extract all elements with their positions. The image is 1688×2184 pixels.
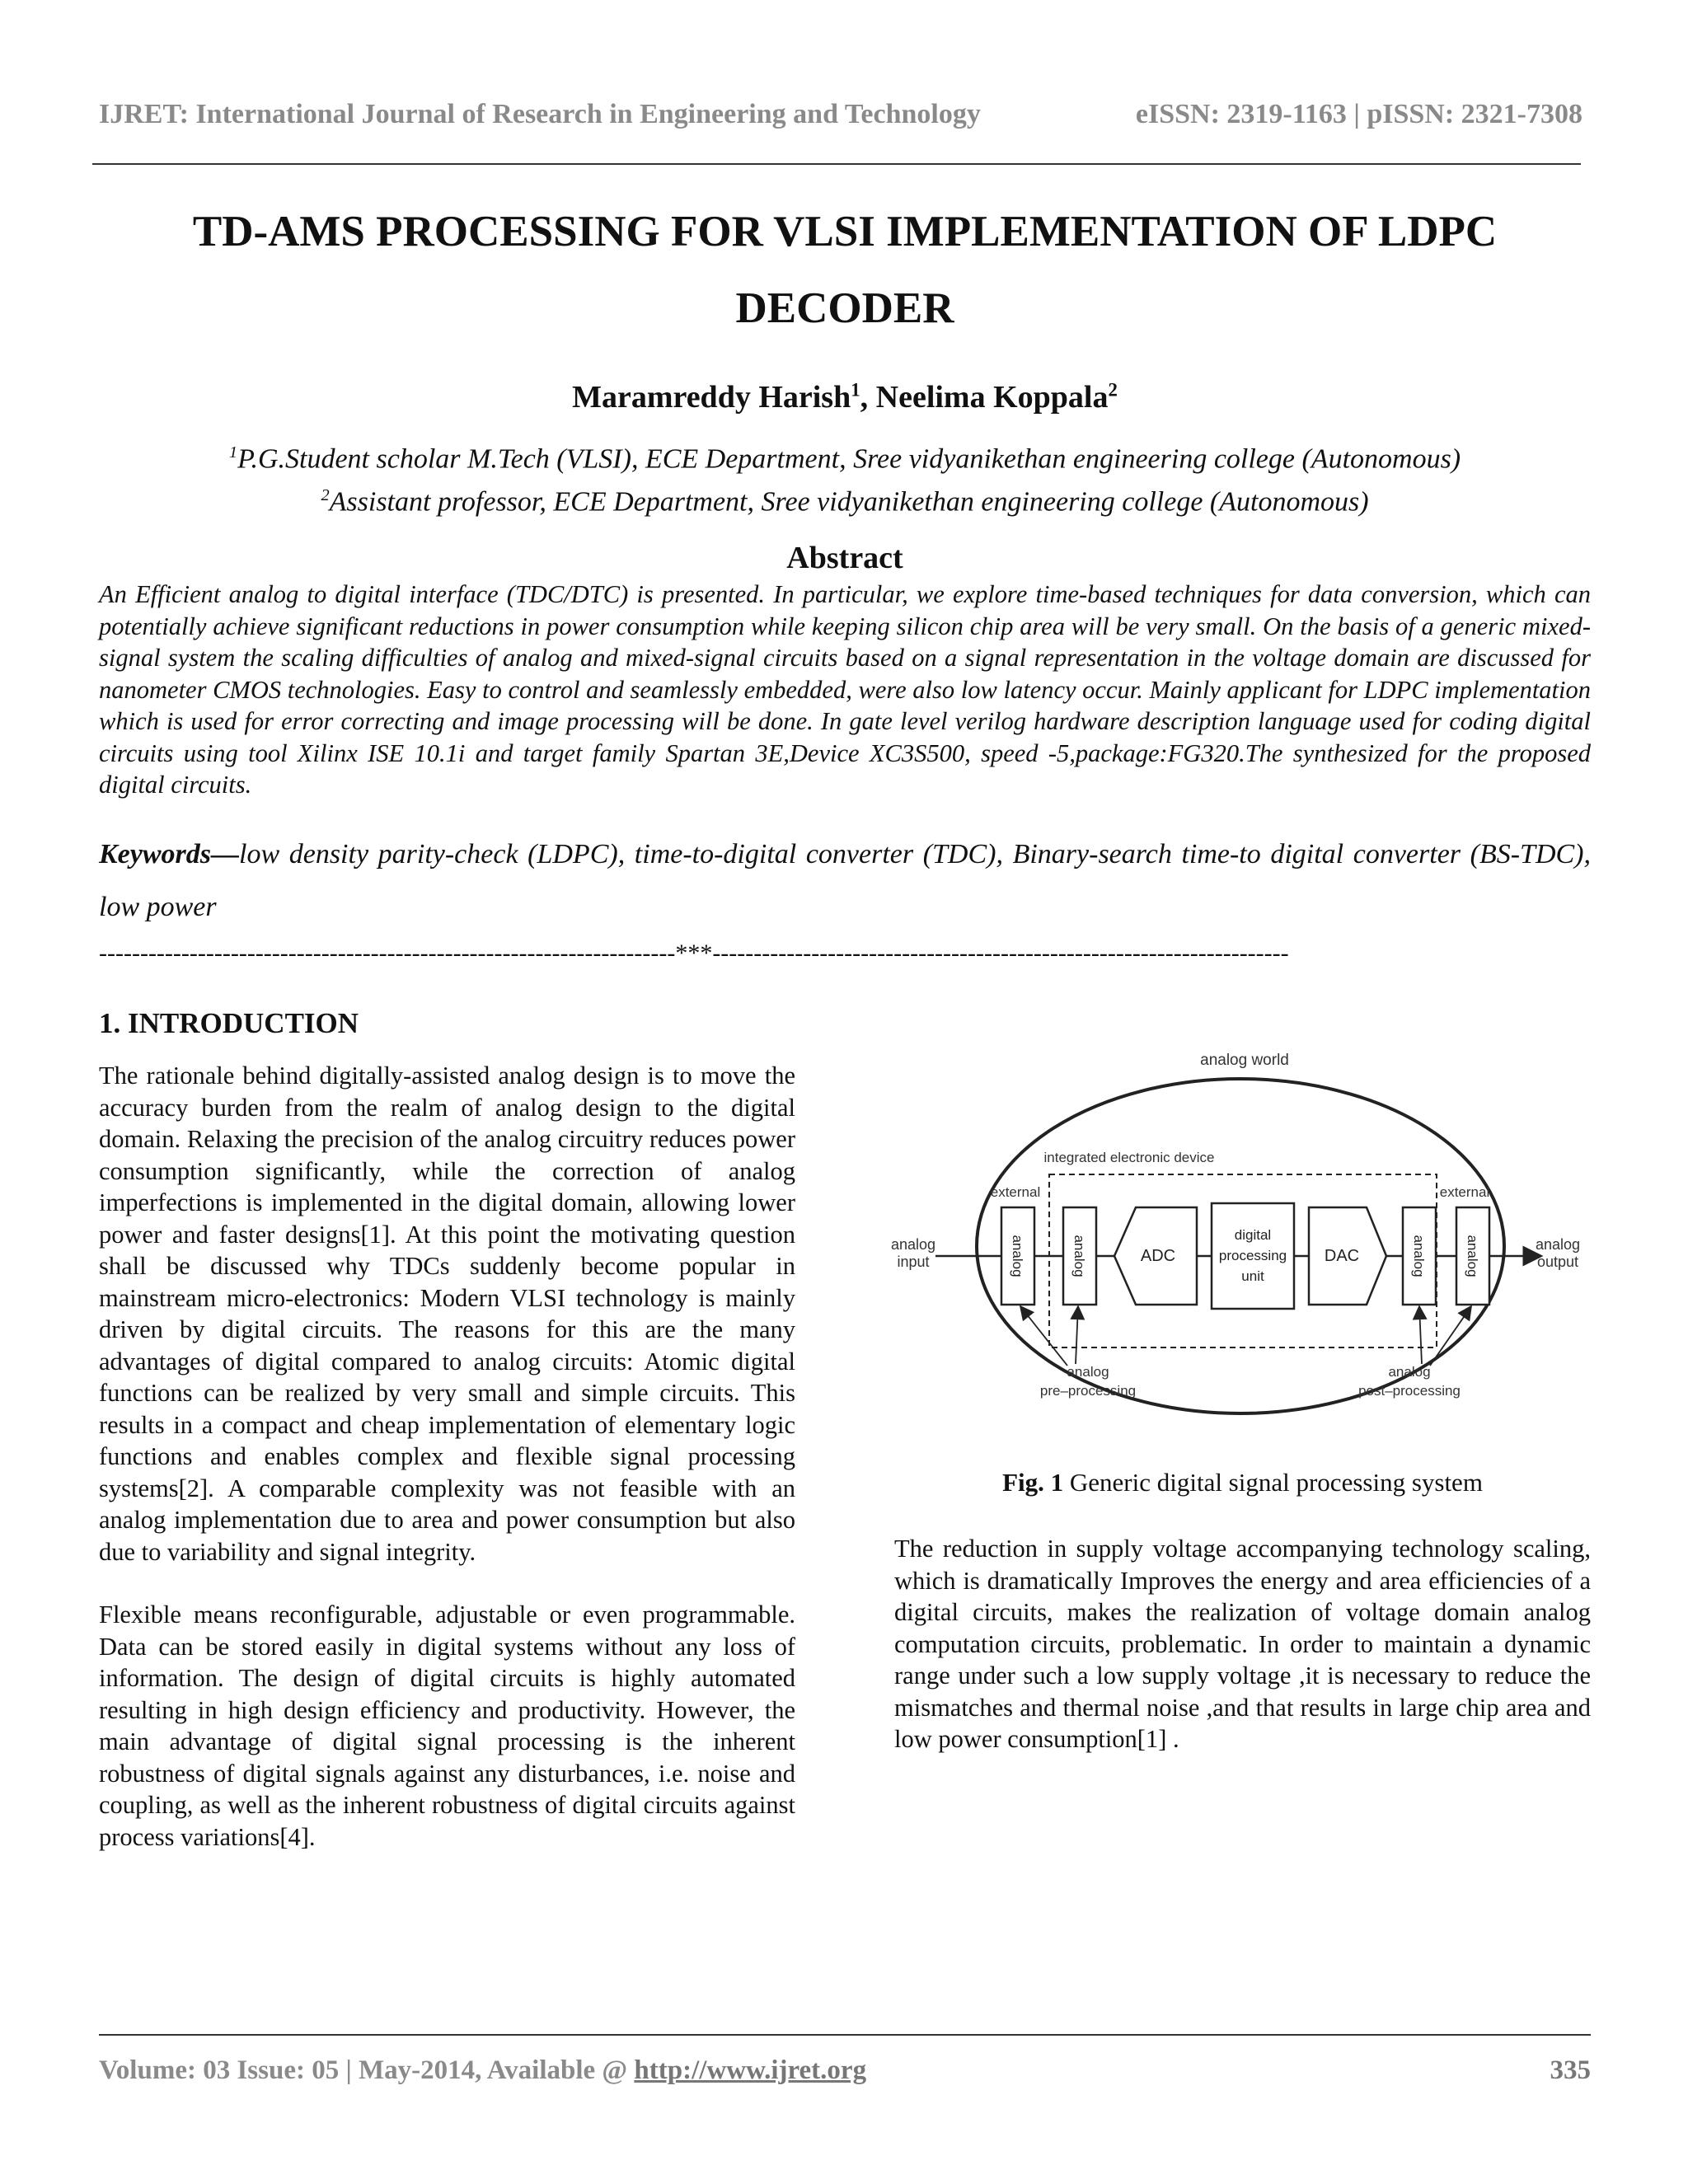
- label-dac: DAC: [1324, 1247, 1360, 1265]
- affiliation-2-sup: 2: [321, 486, 330, 505]
- label-analog-input-2: input: [897, 1254, 930, 1270]
- label-analog-output-2: output: [1536, 1254, 1579, 1270]
- intro-paragraph-2: Flexible means reconfigurable, adjustable or even programmable. Data can be stored easily in digital systems without any loss of information. The design of digital circuits is highly automated resulting in high design efficiency and productivity. However, the main advantage of digital signal processing is the inherent robustness of digital signals against any disturbances, i.e. noise and coupling, as well as the inherent robustness of digital circuits against process variations[4].: [99, 1601, 795, 1851]
- author-1: Maramreddy Harish: [572, 380, 851, 415]
- label-block-analog-4: analog: [1465, 1235, 1480, 1277]
- label-block-analog-3: analog: [1411, 1235, 1427, 1277]
- running-header: [99, 99, 1582, 130]
- intro-paragraph-1: The rationale behind digitally-assisted analog design is to move the accuracy burden from the realm of analog design to the digital domain. Relaxing the precision of the analog circuitry reduces power consumption significantly, while the correction of analog imperfections is implemented in the digital domain, allowing lower power and faster designs[1]. At this point the motivating question shall be discussed why TDCs suddenly become popular in mainstream micro-electronics: Modern VLSI technology is mainly driven by digital circuits. The reasons for this are the many advantages of digital compared to analog circuits: Atomic digital functions can be realized by very small and simple circuits. This results in a compact and cheap implementation of elementary logic functions and enables complex and flexible signal processing systems[2]. A comparable complexity was not feasible with an analog implementation due to area and power consumption but also due to variability and signal integrity.: [99, 1062, 795, 1566]
- title-line-1: TD-AMS PROCESSING FOR VLSI IMPLEMENTATION OF LDPC: [192, 208, 1498, 255]
- label-analog-output-1: analog: [1535, 1236, 1581, 1253]
- label-dsp-3: unit: [1241, 1268, 1264, 1284]
- post-arrow-1: [1419, 1306, 1422, 1364]
- author-1-sup: 1: [851, 379, 860, 401]
- affiliation-1-text: P.G.Student scholar M.Tech (VLSI), ECE Department, Sree vidyanikethan engineering college (Autonomous): [237, 443, 1461, 475]
- right-paragraph-1: The reduction in supply voltage accompanying technology scaling, which is dramatically Improves the energy and area efficiencies of a digital circuits, makes the realization of voltage domain analog computation circuits, problematic. In order to maintain a dynamic range under such a low supply voltage ,it is necessary to reduce the mismatches and thermal noise ,and that results in large chip area and low power consumption[1] .: [894, 1535, 1591, 1753]
- label-post-1: analog: [1388, 1364, 1431, 1380]
- caption-label: Fig. 1: [1002, 1468, 1064, 1497]
- right-column: [894, 1533, 1591, 1755]
- keywords-dash: —: [211, 839, 239, 869]
- label-block-analog-1: analog: [1010, 1235, 1025, 1277]
- author-2-sup: 2: [1108, 379, 1118, 401]
- issn-numbers: eISSN: 2319-1163 | pISSN: 2321-7308: [1135, 99, 1582, 129]
- author-separator: ,: [860, 380, 876, 415]
- keywords-text: low density parity-check (LDPC), time-to-digital converter (TDC), Binary-search time-to digital converter (BS-TDC), low power: [99, 839, 1591, 922]
- footer-volume: [99, 2055, 866, 2086]
- label-adc: ADC: [1140, 1247, 1176, 1265]
- label-dsp-1: digital: [1234, 1227, 1272, 1243]
- label-external-left: external: [990, 1184, 1041, 1200]
- title-line-2: DECODER: [735, 284, 954, 332]
- author-2: Neelima Koppala: [875, 380, 1109, 415]
- left-column: [99, 1060, 795, 1884]
- caption-text: Generic digital signal processing system: [1063, 1468, 1483, 1497]
- label-external-right: external: [1439, 1184, 1490, 1200]
- affiliation-2: [99, 477, 1591, 520]
- affiliation-2-text: Assistant professor, ECE Department, Sree vidyanikethan engineering college (Autonomous): [329, 486, 1369, 518]
- running-footer: [99, 2055, 1591, 2086]
- label-analog-input-1: analog: [890, 1236, 936, 1253]
- affiliation-1: [99, 434, 1591, 477]
- keywords: [99, 828, 1591, 934]
- label-analog-world: analog world: [1200, 1052, 1289, 1069]
- abstract-body: An Efficient analog to digital interface (TDC/DTC) is presented. In particular, we explore time-based techniques for data conversion, which can potentially achieve significant reductions in power consumption while keeping silicon chip area will be very small. On the basis of a generic mixed-signal system the scaling difficulties of analog and mixed-signal circuits based on a signal representation in the voltage domain are discussed for nanometer CMOS technologies. Easy to control and seamlessly embedded, were also low latency occur. Mainly applicant for LDPC implementation which is used for error correcting and image processing will be done. In gate level verilog hardware description language used for coding digital circuits using tool Xilinx ISE 10.1i and target family Spartan 3E,Device XC3S500, speed -5,package:FG320.The synthesized for the proposed digital circuits.: [99, 580, 1591, 799]
- paper-title: [99, 194, 1591, 347]
- figure-1-caption: [894, 1468, 1591, 1497]
- journal-name: IJRET: International Journal of Research in Engineering and Technology: [99, 99, 981, 129]
- journal-url-link[interactable]: http://www.ijret.org: [634, 2055, 867, 2085]
- figure-1-diagram: [890, 1040, 1599, 1444]
- label-integrated-device: integrated electronic device: [1043, 1150, 1215, 1165]
- page-number: 335: [1550, 2055, 1591, 2085]
- label-pre-1: analog: [1067, 1364, 1109, 1380]
- abstract-heading: Abstract: [786, 541, 903, 575]
- affiliations: [99, 434, 1591, 521]
- section-heading-introduction: 1. INTRODUCTION: [99, 1007, 359, 1039]
- section-separator: ----------------------------------------------------------------------***----------------------------------------------------------------------: [99, 940, 1289, 967]
- pre-arrow-2: [1076, 1306, 1078, 1364]
- label-post-2: post–processing: [1358, 1383, 1461, 1399]
- footer-rule: [99, 2034, 1591, 2036]
- author-list: [99, 379, 1591, 415]
- header-rule: [92, 163, 1581, 165]
- label-pre-2: pre–processing: [1039, 1383, 1137, 1399]
- label-dsp-2: processing: [1218, 1248, 1287, 1263]
- footer-volume-text: Volume: 03 Issue: 05 | May-2014, Available @: [99, 2055, 635, 2085]
- affiliation-1-sup: 1: [228, 443, 238, 462]
- label-block-analog-2: analog: [1071, 1235, 1087, 1277]
- keywords-label: Keywords: [99, 839, 211, 869]
